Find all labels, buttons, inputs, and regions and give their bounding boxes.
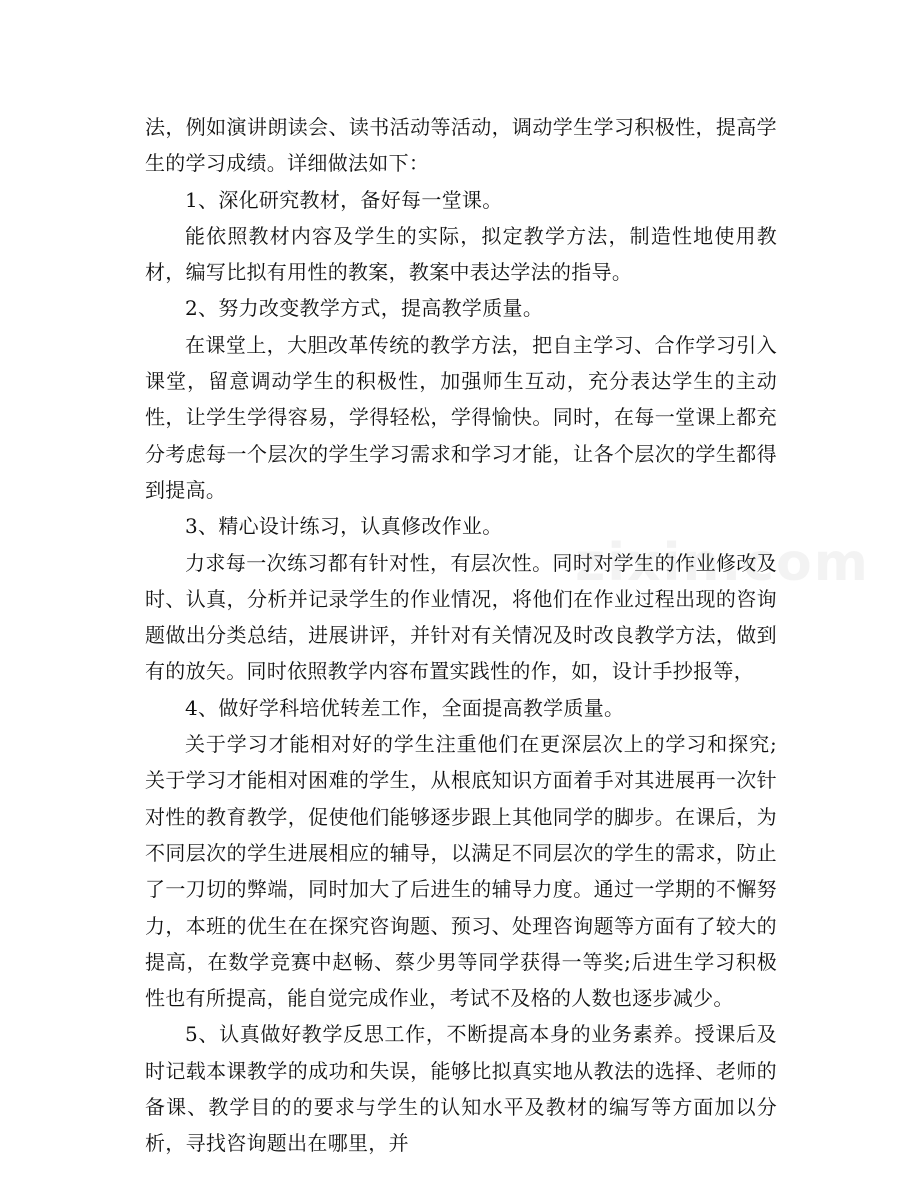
heading-4: 4、做好学科培优转差工作，全面提高教学质量。 [185, 695, 625, 720]
paragraph-6: 5、认真做好教学反思工作，不断提高本身的业务素养。授课后及时记载本课教学的成功和失误，能够比拟真实地从教法的选择、老师的备课、教学目的的要求与学生的认知水平及教材的编写等方面加以分析，寻找咨询题出在哪里，并 [145, 1022, 777, 1156]
document-body [145, 109, 777, 1162]
heading-1: 1、深化研究教材，备好每一堂课。 [185, 187, 503, 212]
paragraph-1: 法，例如演讲朗读会、读书活动等活动，调动学生学习积极性，提高学生的学习成绩。详细做法如下： [145, 115, 777, 176]
paragraph-5: 关于学习才能相对好的学生注重他们在更深层次上的学习和探究;关于学习才能相对困难的学生，从根底知识方面着手对其进展再一次针对性的教育教学，促使他们能够逐步跟上其他同学的脚步。在课后，为不同层次的学生进展相应的辅导，以满足不同层次的学生的需求，防止了一刀切的弊端，同时加大了后进生的辅导力度。通过一学期的不懈努力，本班的优生在在探究咨询题、预习、处理咨询题等方面有了较大的提高，在数学竞赛中赵畅、蔡少男等同学获得一等奖;后进生学习积极性也有所提高，能自觉完成作业，考试不及格的人数也逐步减少。 [145, 732, 777, 1011]
heading-2: 2、努力改变教学方式，提高教学质量。 [185, 296, 544, 321]
paragraph-2: 能依照教材内容及学生的实际，拟定教学方法，制造性地使用教材，编写比拟有用性的教案，教案中表达学法的指导。 [145, 223, 777, 285]
paragraph-4: 力求每一次练习都有针对性，有层次性。同时对学生的作业修改及时、认真，分析并记录学生的作业情况，将他们在作业过程出现的咨询题做出分类总结，进展讲评，并针对有关情况及时改良教学方法，做到有的放矢。同时依照教学内容布置实践性的作，如，设计手抄报等， [145, 550, 777, 684]
heading-3: 3、精心设计练习，认真修改作业。 [185, 514, 503, 539]
paragraph-3: 在课堂上，大胆改革传统的教学方法，把自主学习、合作学习引入课堂，留意调动学生的积极性，加强师生互动，充分表达学生的主动性，让学生学得容易，学得轻松，学得愉快。同时，在每一堂课上都充分考虑每一个层次的学生学习需求和学习才能，让各个层次的学生都得到提高。 [145, 332, 777, 502]
